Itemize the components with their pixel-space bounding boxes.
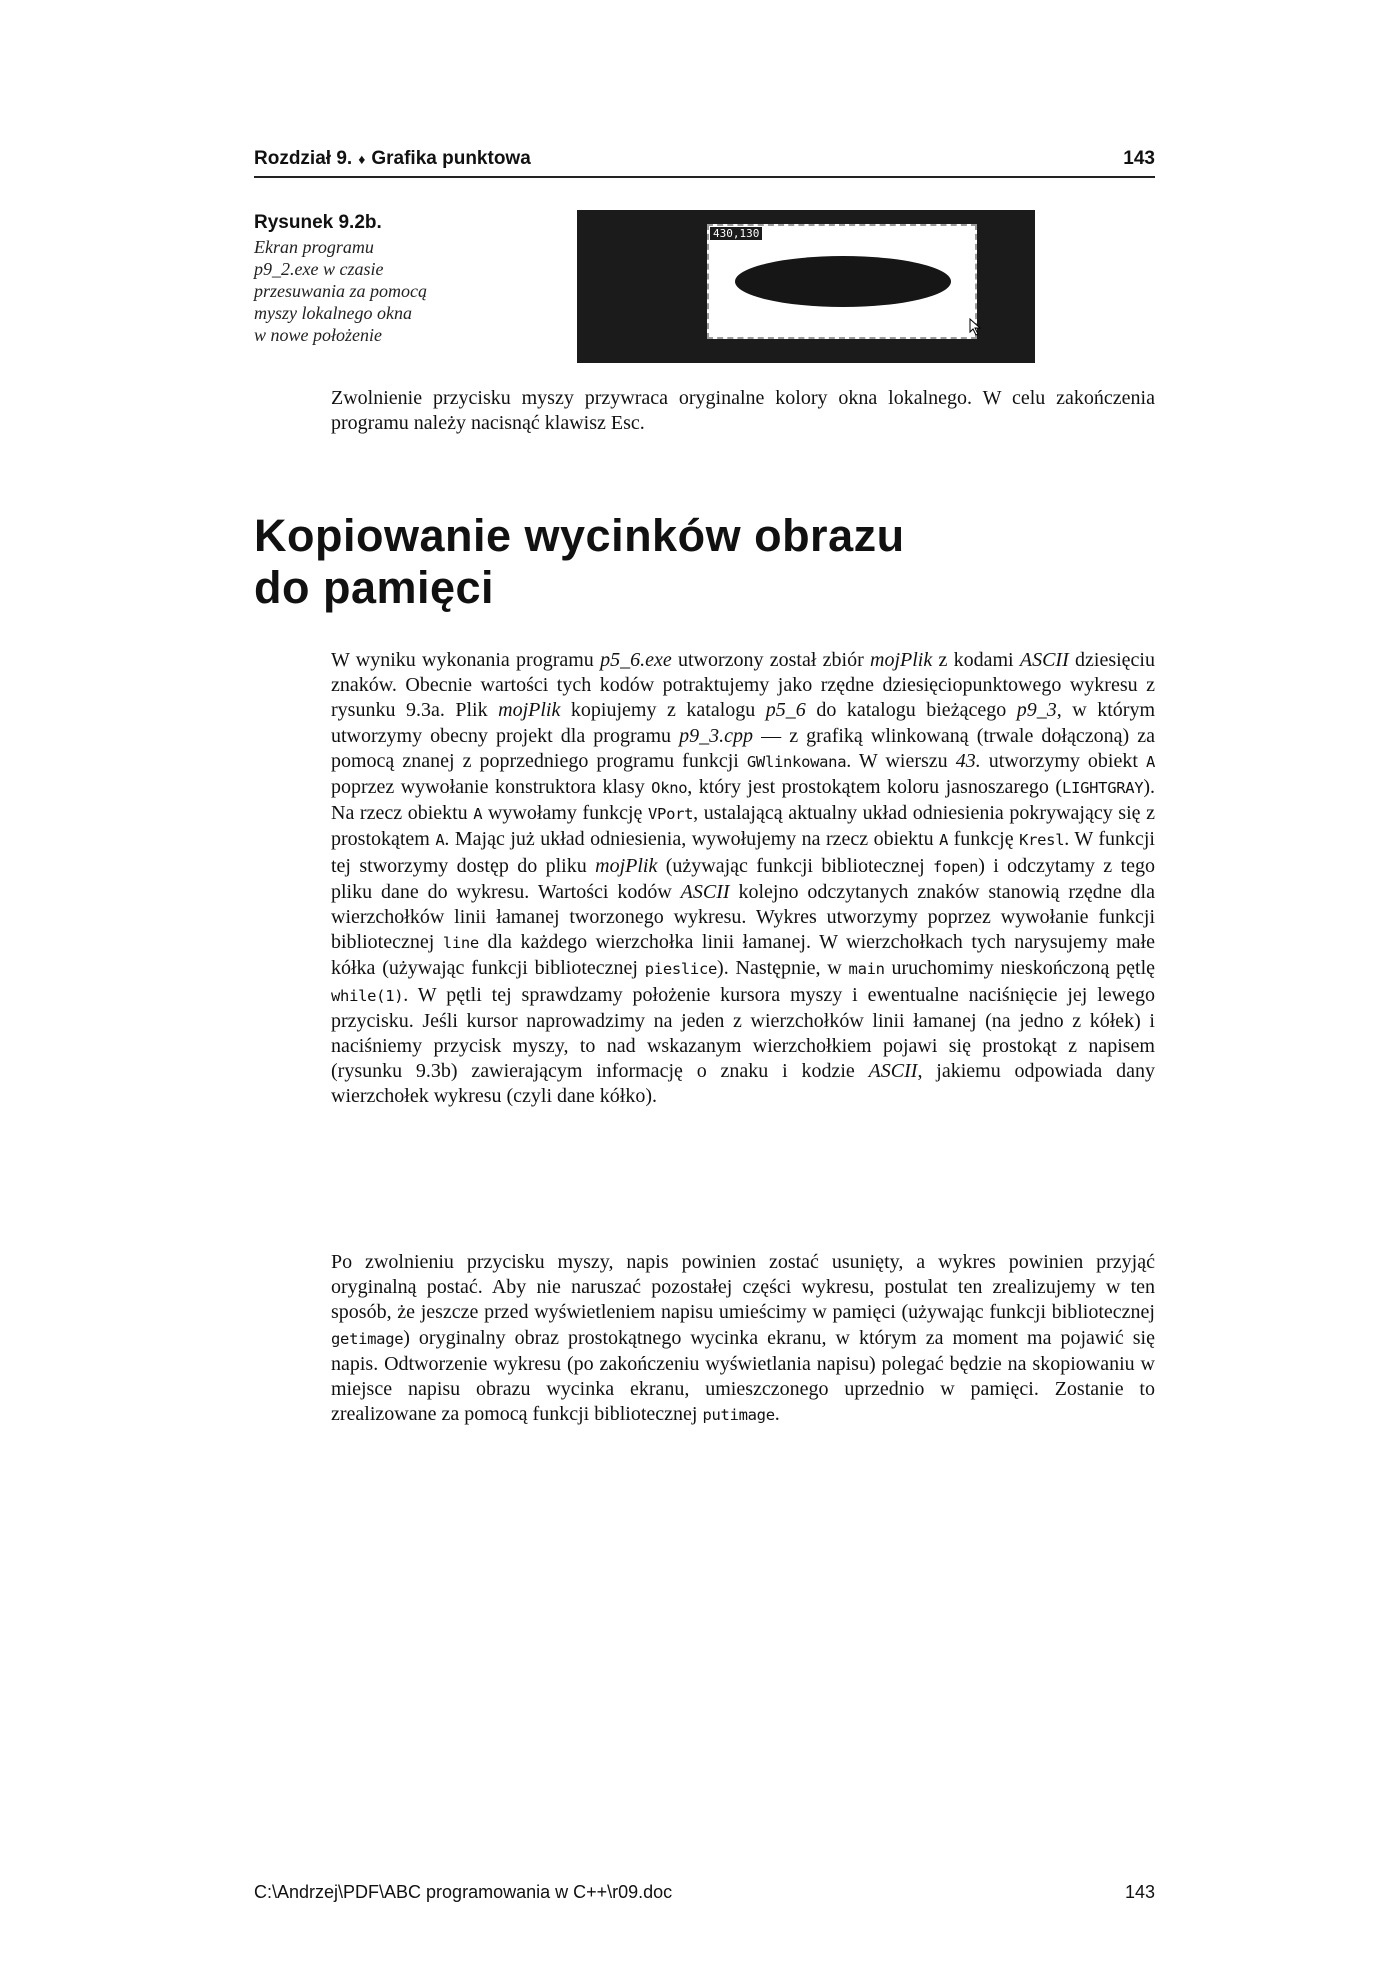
filename: mojPlik bbox=[498, 699, 561, 722]
code-identifier: main bbox=[848, 960, 885, 979]
body-paragraph-2 bbox=[331, 1250, 1155, 1428]
section-heading bbox=[254, 510, 1154, 614]
figure-caption bbox=[254, 212, 464, 346]
code-identifier: VPort bbox=[648, 805, 694, 824]
chapter-number: Rozdział 9. bbox=[254, 148, 353, 169]
caption-line: Ekran programu bbox=[254, 237, 374, 257]
heading-line: Kopiowanie wycinków obrazu bbox=[254, 510, 905, 561]
code-identifier: Kresl bbox=[1019, 831, 1065, 850]
code-identifier: A bbox=[939, 831, 949, 850]
dirname: p5_6 bbox=[765, 699, 806, 722]
coords-label: 430,130 bbox=[709, 226, 763, 241]
intro-paragraph: Zwolnienie przycisku myszy przywraca oryginalne kolory okna lokalnego. W celu zakończenia programu należy nacisnąć klawisz Esc. bbox=[331, 387, 1155, 434]
term: ASCII bbox=[1019, 649, 1069, 671]
diamond-separator-icon: ♦ bbox=[358, 151, 366, 167]
footer-page-number: 143 bbox=[1124, 1882, 1155, 1902]
line-number: 43. bbox=[955, 749, 981, 772]
running-header bbox=[254, 146, 1155, 178]
term: ASCII bbox=[868, 1060, 918, 1083]
caption-line: myszy lokalnego okna bbox=[254, 303, 412, 323]
header-page-number: 143 bbox=[1123, 148, 1155, 169]
running-footer bbox=[254, 1882, 1155, 1906]
code-identifier: GWlinkowana bbox=[746, 752, 847, 771]
code-identifier: getimage bbox=[331, 1329, 404, 1348]
caption-line: w nowe położenie bbox=[254, 325, 382, 345]
code-identifier: LIGHTGRAY bbox=[1062, 779, 1144, 798]
caption-line: przesuwania za pomocą bbox=[254, 281, 428, 301]
code-identifier: Okno bbox=[651, 779, 688, 798]
filename: mojPlik bbox=[870, 649, 933, 671]
code-identifier: A bbox=[1145, 752, 1155, 771]
code-identifier: fopen bbox=[933, 857, 979, 876]
paragraph: W wyniku wykonania programu p5_6.exe utworzony został zbiór mojPlik z kodami ASCII dziesięciu znaków. Obecnie wartości tych kodów potraktujemy jako rzędne dziesięciopunktowego wykresu z rysunku 9.3a. Plik mojPlik kopiujemy z katalogu p5_6 do katalogu bieżącego p9_3, w którym utworzymy obecny projekt dla programu p9_3.cpp — z grafiką wlinkowaną (trwale dołączoną) za pomocą znanej z poprzedniego programu funkcji GWlinkowana. W wierszu 43. utworzymy obiekt A poprzez wywołanie konstruktora klasy Okno, który jest prostokątem koloru jasnoszarego (LIGHTGRAY). Na rzecz obiektu A wywołamy funkcję VPort, ustalającą aktualny układ odniesienia pokrywający się z prostokątem A. Mając już układ odniesienia, wywołujemy na rzecz obiektu A funkcję Kresl. W funkcji tej stworzymy dostęp do pliku mojPlik (używając funkcji bibliotecznej fopen) i odczytamy z tego pliku dane do wykresu. Wartości kodów ASCII kolejno odczytanych znaków stanowią rzędne dla wierzchołków linii łamanej tworzonego wykresu. Wykres utworzymy poprzez wywołanie funkcji bibliotecznej line dla każdego wierzchołka linii łamanej. W wierzchołkach tych narysujemy małe kółka (używając funkcji bibliotecznej pieslice). Następnie, w main uruchomimy nieskończoną pętlę while(1). W pętli tej sprawdzamy położenie kursora myszy i ewentualne naciśnięcie jej lewego przycisku. Jeśli kursor naprowadzimy na jeden z wierzchołków linii łamanej (na jedno z kółek) i naciśniemy przycisk myszy, to nad wskazanym wierzchołkiem pojawi się prostokąt z napisem (rysunku 9.3b) zawierającym informację o znaku i kodzie ASCII, jakiemu odpowiada dany wierzchołek wykresu (czyli dane kółko). bbox=[331, 649, 1156, 1108]
filled-ellipse bbox=[735, 256, 951, 307]
mouse-cursor-icon bbox=[969, 318, 983, 336]
header-chapter bbox=[254, 148, 531, 170]
code-identifier: putimage bbox=[702, 1406, 775, 1425]
program-screenshot bbox=[577, 210, 1035, 363]
term: ASCII bbox=[680, 880, 730, 903]
code-identifier: A bbox=[435, 831, 445, 850]
figure-label: Rysunek 9.2b. bbox=[254, 212, 382, 233]
code-identifier: while(1) bbox=[331, 986, 404, 1005]
footer-file-path: C:\Andrzej\PDF\ABC programowania w C++\r09.doc bbox=[254, 1882, 673, 1902]
chapter-title: Grafika punktowa bbox=[371, 148, 531, 169]
caption-line: p9_2.exe w czasie bbox=[254, 259, 384, 279]
filename: p5_6.exe bbox=[600, 649, 672, 671]
heading-line: do pamięci bbox=[254, 562, 495, 613]
filename: mojPlik bbox=[595, 854, 658, 877]
paragraph: Po zwolnieniu przycisku myszy, napis powinien zostać usunięty, a wykres powinien przyjąć oryginalną postać. Aby nie naruszać pozostałej części wykresu, postulat ten zrealizujemy w ten sposób, że jeszcze przed wyświetleniem napisu umieścimy w pamięci (używając funkcji bibliotecznej getimage) oryginalny obraz prostokątnego wycinka ekranu, w którym za moment ma pojawić się napis. Odtworzenie wykresu (po zakończeniu wyświetlania napisu) polegać będzie na skopiowaniu w miejsce napisu obrazu wycinka ekranu, umieszczonego uprzednio w pamięci. Zostanie to zrealizowane za pomocą funkcji bibliotecznej putimage. bbox=[331, 1251, 1155, 1426]
code-identifier: line bbox=[442, 934, 479, 953]
code-identifier: A bbox=[473, 805, 483, 824]
code-identifier: pieslice bbox=[644, 960, 718, 979]
figure-description bbox=[254, 236, 464, 346]
filename: p9_3.cpp bbox=[679, 724, 754, 747]
body-paragraph-1 bbox=[331, 648, 1155, 1110]
dirname: p9_3 bbox=[1016, 699, 1057, 722]
